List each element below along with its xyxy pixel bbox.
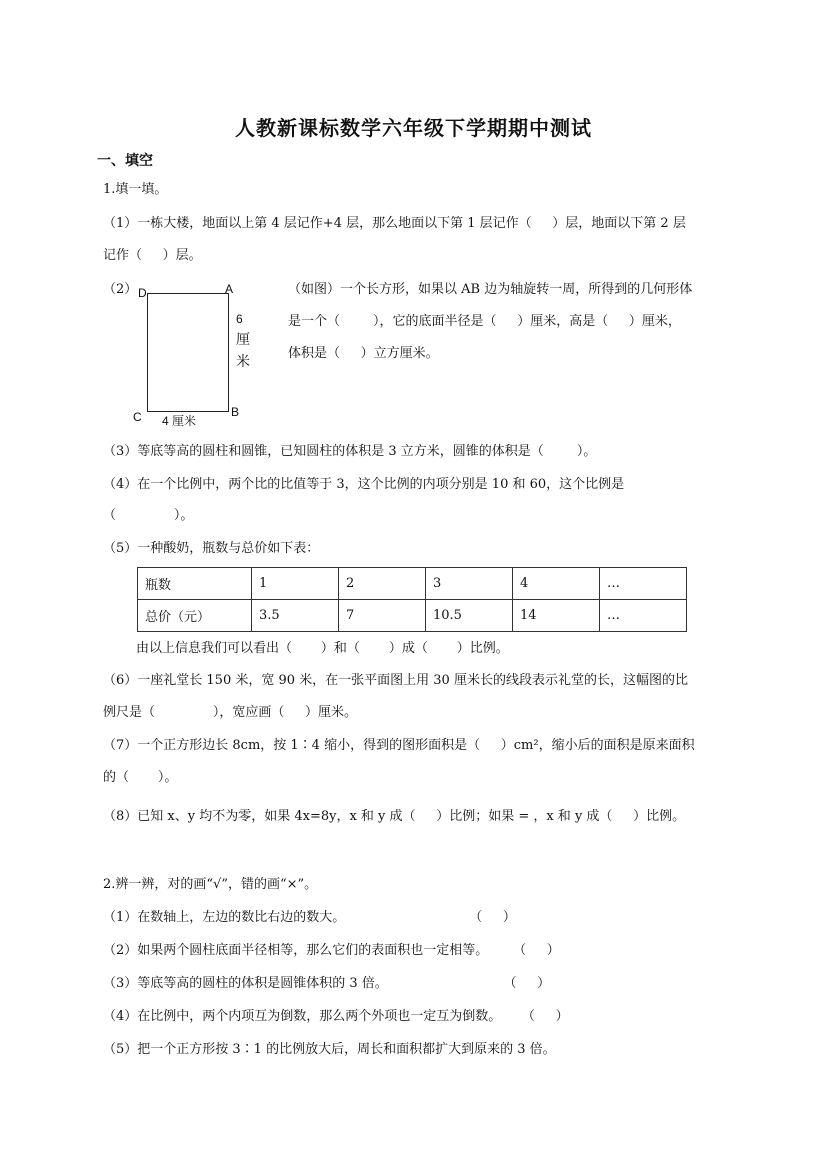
table-cell: 4	[513, 568, 600, 600]
question-text: 的（ ）。	[103, 770, 178, 785]
question-text: 由以上信息我们可以看出（ ）和（ ）成（ ）比例。	[136, 641, 509, 656]
judgement-item: （5）把一个正方形按 3∶1 的比例放大后，周长和面积都扩大到原来的 3 倍。	[103, 1042, 556, 1057]
table-cell: 10.5	[426, 600, 513, 632]
table-cell: 7	[339, 600, 426, 632]
table-cell: 2	[339, 568, 426, 600]
table-row	[138, 600, 687, 632]
rectangle-shape	[147, 293, 229, 412]
table-cell: 1	[252, 568, 339, 600]
question-text: （3）等底等高的圆柱和圆锥，已知圆柱的体积是 3 立方米，圆锥的体积是（ ）。	[103, 444, 597, 459]
section-heading: 一、填空	[97, 153, 153, 169]
question-text: （7）一个正方形边长 8cm，按 1∶4 缩小，得到的图形面积是（ ）cm²，缩小后的面积是原来面积	[103, 738, 695, 753]
question-text: （ ）。	[103, 508, 194, 523]
table-cell: 3.5	[252, 600, 339, 632]
question-text: 体积是（ ）立方厘米。	[288, 346, 439, 361]
bottom-length-label: 4 厘米	[162, 414, 197, 428]
question-heading: 1.填一填。	[103, 182, 168, 197]
table-cell: …	[600, 600, 687, 632]
table-cell: 瓶数	[138, 568, 252, 600]
question-text: （5）一种酸奶，瓶数与总价如下表：	[103, 541, 320, 556]
table-cell: …	[600, 568, 687, 600]
question-text: （1）一栋大楼，地面以上第 4 层记作+4 层，那么地面以下第 1 层记作（ ）层，地面以下第 2 层	[103, 216, 686, 231]
question-text: （8）已知 x、y 均不为零，如果 4x=8y，x 和 y 成（ ）比例；如果 = ，x 和 y 成（ ）比例。	[103, 809, 686, 824]
question-number: （2）	[103, 282, 138, 297]
side-length-label: 厘	[236, 331, 250, 347]
question-heading: 2.辨一辨，对的画“√”，错的画“×”。	[103, 877, 318, 892]
page-title: 人教新课标数学六年级下学期期中测试	[235, 116, 592, 140]
rectangle-figure	[130, 280, 260, 430]
judgement-item: （4）在比例中，两个内项互为倒数，那么两个外项也一定互为倒数。 （ ）	[103, 1009, 569, 1024]
question-text: 是一个（ ），它的底面半径是（ ）厘米，高是（ ）厘米，	[288, 314, 681, 329]
table-cell: 3	[426, 568, 513, 600]
table-cell: 14	[513, 600, 600, 632]
judgement-item: （2）如果两个圆柱底面半径相等，那么它们的表面积也一定相等。 （ ）	[103, 943, 560, 958]
price-table	[137, 567, 687, 632]
vertex-label: A	[225, 282, 234, 296]
question-text: （如图）一个长方形，如果以 AB 边为轴旋转一周，所得到的几何形体	[288, 282, 693, 297]
vertex-label: C	[133, 410, 142, 424]
question-text: （4）在一个比例中，两个比的比值等于 3，这个比例的内项分别是 10 和 60，这个比例是	[103, 477, 625, 492]
question-text: 例尺是（ ），宽应画（ ）厘米。	[103, 705, 358, 720]
question-text: 记作（ ）层。	[103, 248, 202, 263]
judgement-item: （3）等底等高的圆柱的体积是圆锥体积的 3 倍。 （ ）	[103, 976, 551, 991]
table-row	[138, 568, 687, 600]
judgement-item: （1）在数轴上，左边的数比右边的数大。 （ ）	[103, 910, 516, 925]
side-length-label: 米	[236, 353, 250, 369]
side-length-label: 6	[236, 312, 243, 326]
question-text: （6）一座礼堂长 150 米，宽 90 米，在一张平面图上用 30 厘米长的线段表示礼堂的长，这幅图的比	[103, 673, 688, 688]
vertex-label: D	[138, 286, 147, 300]
vertex-label: B	[231, 405, 240, 419]
table-cell: 总价（元）	[138, 600, 252, 632]
